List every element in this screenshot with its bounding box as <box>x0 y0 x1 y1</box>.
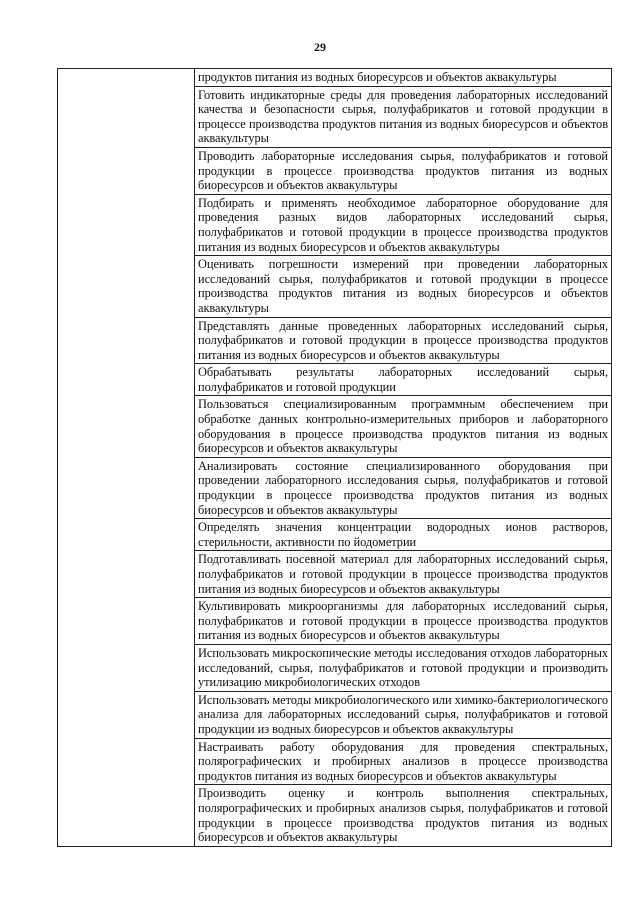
skill-cell: Использовать микроскопические методы исследования отходов лабораторных исследований, сырья, полуфабрикатов и готовой продукции и производить утилизацию микробиологических отходов <box>195 644 612 691</box>
skill-cell: Проводить лабораторные исследования сырья, полуфабрикатов и готовой продукции в процессе производства продуктов питания из водных биоресурсов и объектов аквакультуры <box>195 147 612 194</box>
skill-cell: Анализировать состояние специализированного оборудования при проведении лабораторного исследования сырья, полуфабрикатов и готовой продукции в процессе производства продуктов питания из водных биоресурсов и объектов аквакультуры <box>195 457 612 518</box>
skill-cell: Подбирать и применять необходимое лабораторное оборудование для проведения разных видов лабораторных исследований сырья, полуфабрикатов и готовой продукции в процессе производства продуктов питания из водных биоресурсов и объектов аквакультуры <box>195 194 612 255</box>
skill-cell: Настраивать работу оборудования для проведения спектральных, полярографических и пробирных анализов в процессе производства продуктов питания из водных биоресурсов и объектов аквакультуры <box>195 738 612 785</box>
skills-table-body <box>58 69 612 847</box>
skill-cell: Оценивать погрешности измерений при проведении лабораторных исследований сырья, полуфабрикатов и готовой продукции в процессе производства продуктов питания из водных биоресурсов и объектов аквакультуры <box>195 256 612 317</box>
empty-label-cell <box>58 69 195 847</box>
skill-cell: Производить оценку и контроль выполнения спектральных, полярографических и пробирных анализов сырья, полуфабрикатов и готовой продукции в процессе производства продуктов питания из водных биоресурсов и объектов аквакультуры <box>195 785 612 846</box>
skill-cell: Культивировать микроорганизмы для лабораторных исследований сырья, полуфабрикатов и готовой продукции в процессе производства продуктов питания из водных биоресурсов и объектов аквакультуры <box>195 598 612 645</box>
table-row <box>58 69 612 87</box>
skill-cell: продуктов питания из водных биоресурсов и объектов аквакультуры <box>195 69 612 87</box>
skill-cell: Обрабатывать результаты лабораторных исследований сырья, полуфабрикатов и готовой продукции <box>195 364 612 396</box>
skill-cell: Использовать методы микробиологического или химико-бактериологического анализа для лабораторных исследований сырья, полуфабрикатов и готовой продукции из водных биоресурсов и объектов аквакультуры <box>195 691 612 738</box>
skill-cell: Определять значения концентрации водородных ионов растворов, стерильности, активности по йодометрии <box>195 519 612 551</box>
page-number: 29 <box>314 40 326 54</box>
skills-table <box>57 68 612 847</box>
skill-cell: Подготавливать посевной материал для лабораторных исследований сырья, полуфабрикатов и готовой продукции в процессе производства продуктов питания из водных биоресурсов и объектов аквакультуры <box>195 551 612 598</box>
skill-cell: Пользоваться специализированным программным обеспечением при обработке данных контрольно-измерительных приборов и лабораторного оборудования в процессе производства продуктов питания из водных биоресурсов и объектов аквакультуры <box>195 396 612 457</box>
skill-cell: Готовить индикаторные среды для проведения лабораторных исследований качества и безопасности сырья, полуфабрикатов и готовой продукции в процессе производства продуктов питания из водных биоресурсов и объектов аквакультуры <box>195 86 612 147</box>
skill-cell: Представлять данные проведенных лабораторных исследований сырья, полуфабрикатов и готовой продукции в процессе производства продуктов питания из водных биоресурсов и объектов аквакультуры <box>195 317 612 364</box>
